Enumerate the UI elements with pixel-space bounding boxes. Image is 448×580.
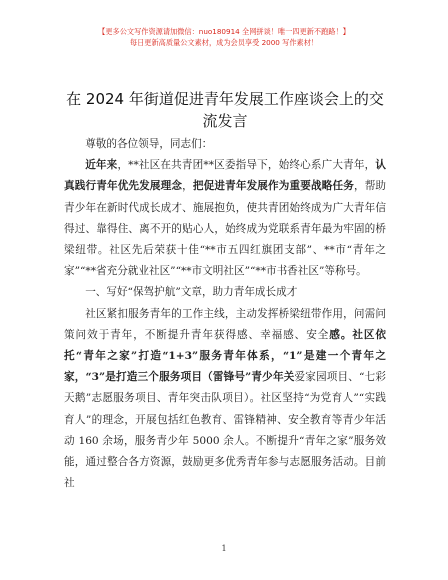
p1-text-a: ，**社区在共青团**区委指导下，始终心系广大青年， — [117, 159, 376, 172]
p2-text-a: 社区紧扣服务青年的工作主线，主动发挥桥梁纽带作用，问需问策问效于青年，不断提升青年获得感、幸福感、安全 — [64, 307, 386, 341]
banner-line-2: 每日更新高质量公文素材，成为会员享受 2000 写作素材！ — [129, 38, 319, 47]
paragraph-1 — [64, 155, 386, 282]
banner-line-1: 【更多公文写作资源请加微信：nuo180914 全网拼谈！唯一四更新不跑路！】 — [98, 27, 350, 36]
p1-text-c: ， — [182, 180, 193, 193]
promo-banner — [0, 26, 448, 48]
p1-lead: 近年来 — [85, 159, 118, 172]
page-number: 1 — [221, 544, 227, 553]
p1-bold-1: 认真践行青年优先发展理念 — [64, 159, 387, 193]
p1-bold-2: 把促进青年发展作为重要战略任务 — [192, 180, 354, 193]
document-body — [64, 134, 386, 494]
document-title: 在 2024 年街道促进青年发展工作座谈会上的交流发言 — [66, 90, 384, 130]
p2-text-c: 爱家园项目、“七彩天鹅”志愿服务项目、青年突击队项目）。社区坚持“为党育人”“实践育人”的理念，开展包括红色教育、雷锋精神、安全教育等青少年活动 160 余场，服务青少年 5000 余人。不断提升“青年之家”服务效能，通过整合各方资源，鼓励更多优秀青年参与志愿服务活动。目前社 — [64, 371, 386, 490]
p1-text-d: ，帮助青少年在新时代成长成才、施展抱负，使共青团始终成为广大青年信得过、靠得住、离不开的贴心人，始终成为党联系青年最为牢固的桥梁纽带。社区先后荣获十佳“**市五四红旗团支部”、**市“青年之家”“**省充分就业社区”“**市文明社区”“**市书香社区”等称号。 — [64, 180, 387, 278]
section-heading-1: 一、写好“保驾护航”文章，助力青年成长成才 — [85, 286, 298, 299]
salutation: 尊敬的各位领导，同志们： — [85, 138, 213, 150]
paragraph-2 — [64, 304, 386, 495]
p2-bold: 感。社区依托“青年之家”打造“1+3”服务青年体系，“1”是建一个青年之家，“3”是打造三个服务项目（雷锋号”青少年关 — [64, 328, 387, 384]
